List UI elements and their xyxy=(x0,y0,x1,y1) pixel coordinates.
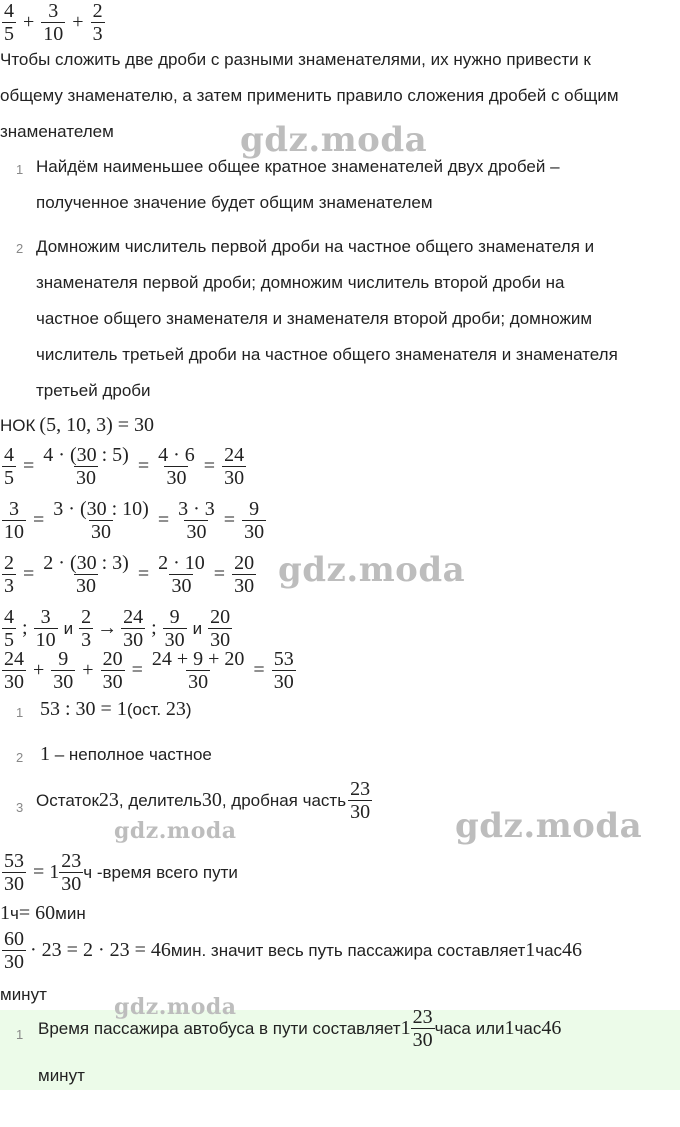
step-text: Найдём наименьшее общее кратное знаменателей двух дробей – xyxy=(36,157,560,176)
sum-row: $\frac{24}{30}$ + $\frac{9}{30}$ + $\frac{20}{30}$ = $\frac{24 + 9 + 20}{30}$ = $\frac{53}{30}$ xyxy=(4,648,294,693)
calc-row: $\frac{60}{30}$ · 23 = 2 · 23 = 46 мин. значит весь путь пассажира составляет 1 час 46 xyxy=(4,928,583,973)
step-number: 1 xyxy=(16,162,24,177)
step-text: третьей дроби xyxy=(36,381,151,400)
watermark: gdz.moda xyxy=(455,806,643,846)
watermark: gdz.moda xyxy=(114,818,237,844)
fraction: $\frac{3}{10}$ xyxy=(43,0,64,45)
intro-line-2: общему знаменателю, а затем применить правило сложения дробей с общим xyxy=(0,86,619,105)
step-text: полученное значение будет общим знаменателем xyxy=(36,193,433,212)
summary-row: $\frac{4}{5}$ ; $\frac{3}{10}$ и $\frac{2}{3}$ → $\frac{24}{30}$ ; $\frac{9}{30}$ и $\frac{20}{30}$ xyxy=(4,606,231,651)
answer-line-2: минут xyxy=(38,1066,85,1085)
expression xyxy=(0,0,107,45)
step-number: 2 xyxy=(16,750,24,765)
plus-sign: + xyxy=(72,11,84,33)
step-text: числитель третьей дроби на частное общего знаменателя и знаменателя xyxy=(36,345,618,364)
plus-sign: + xyxy=(23,11,35,33)
step-text: Домножим числитель первой дроби на частное общего знаменателя и xyxy=(36,237,595,256)
nok-line: НОК (5, 10, 3) = 30 xyxy=(0,414,155,436)
calc-line-2: минут xyxy=(0,985,47,1004)
conversion-row: $\frac{3}{10}$ = $\frac{3 \cdot (30 : 10)}{30}$ = $\frac{3 \cdot 3}{30}$ = $\frac{9}{30}$ xyxy=(4,498,265,543)
answer-text: Время пассажира автобуса в пути составляет 1 $\frac{23}{30}$ часа или 1 час 46 xyxy=(38,1006,562,1051)
step-number: 2 xyxy=(16,241,24,256)
watermark: gdz.moda xyxy=(114,994,237,1020)
conversion-row: $\frac{4}{5}$ = $\frac{4 \cdot (30 : 5)}{30}$ = $\frac{4 \cdot 6}{30}$ = $\frac{24}{30}$ xyxy=(4,444,245,489)
intro-line-1: Чтобы сложить две дроби с разными знаменателями, их нужно привести к xyxy=(0,50,591,69)
step-text: 53 : 30 = 1(ост. 23) xyxy=(40,698,192,720)
step-text: 1 – неполное частное xyxy=(40,743,212,765)
answer-number: 1 xyxy=(16,1027,24,1042)
step-text: Остаток 23 , делитель 30 , дробная часть $\frac{23}{30}$ xyxy=(36,778,371,823)
fraction: $\frac{2}{3}$ xyxy=(92,0,103,45)
intro-line-3: знаменателем xyxy=(0,122,114,141)
time-row: $\frac{53}{30}$ = 1 $\frac{23}{30}$ ч -время всего пути xyxy=(4,850,238,895)
step-text: знаменателя первой дроби; домножим числитель второй дроби на xyxy=(36,273,565,292)
step-text: частное общего знаменателя и знаменателя второй дроби; домножим xyxy=(36,309,593,328)
watermark: gdz.moda xyxy=(278,550,466,590)
conversion-row: $\frac{2}{3}$ = $\frac{2 \cdot (30 : 3)}{30}$ = $\frac{2 \cdot 10}{30}$ = $\frac{20}{30}$ xyxy=(4,552,255,597)
step-number: 1 xyxy=(16,705,24,720)
hour-row: 1 ч = 60 мин xyxy=(0,902,86,924)
watermark: gdz.moda xyxy=(240,120,428,160)
fraction: $\frac{4}{5}$ xyxy=(4,0,14,45)
step-number: 3 xyxy=(16,800,24,815)
